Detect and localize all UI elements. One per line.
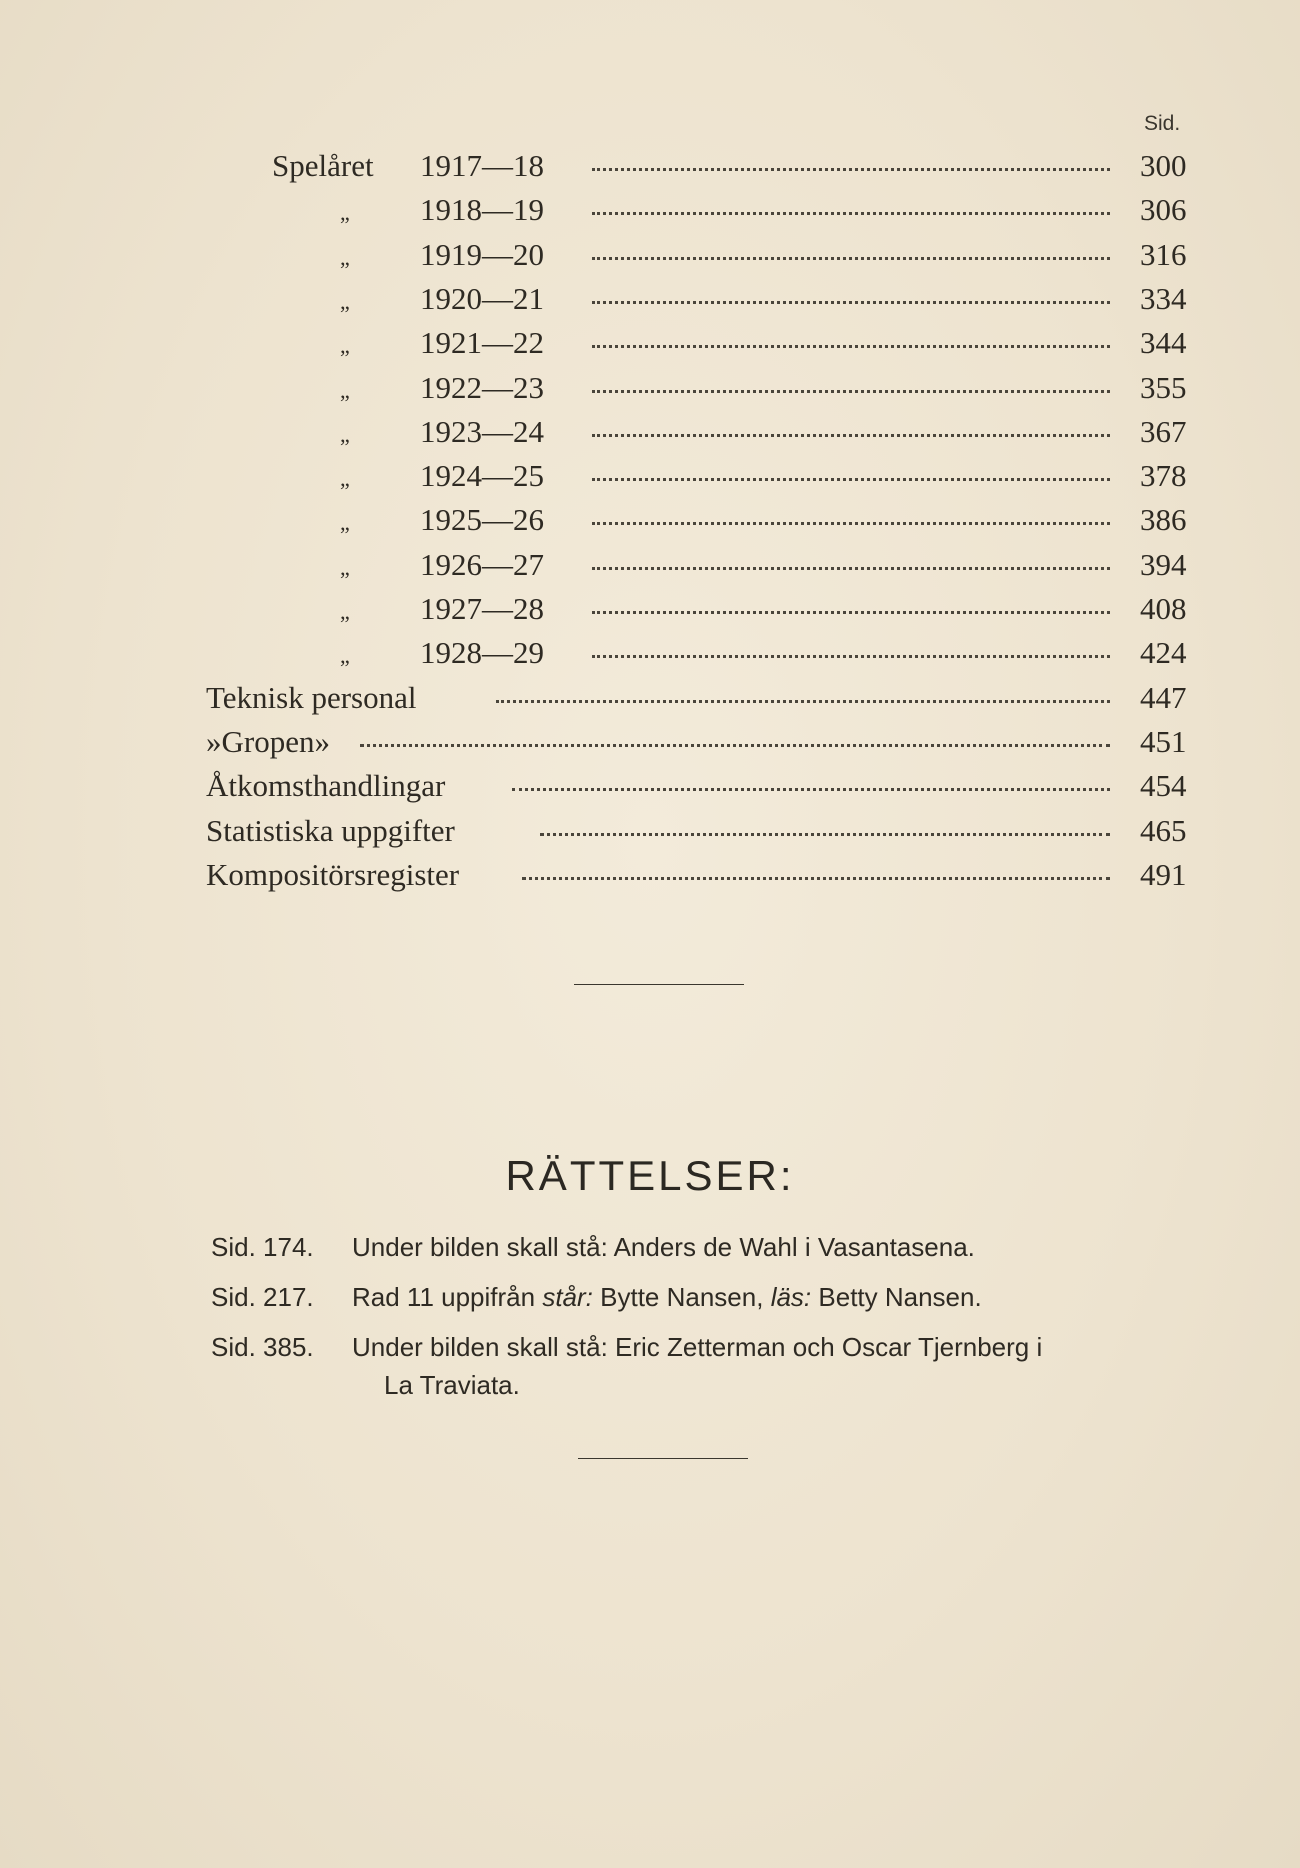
season-range: 1926—27 bbox=[420, 546, 544, 582]
season-range: 1921—22 bbox=[420, 325, 544, 361]
dot-leader bbox=[592, 295, 1110, 304]
dot-leader bbox=[592, 206, 1110, 215]
dot-leader bbox=[592, 516, 1110, 525]
dot-leader bbox=[592, 162, 1110, 171]
dot-leader bbox=[496, 694, 1110, 703]
errata-text: Under bilden skall stå: Anders de Wahl i Vasantasena. bbox=[352, 1232, 975, 1262]
ditto-mark: „ bbox=[340, 554, 350, 580]
toc-row bbox=[0, 768, 1300, 812]
page-number: 447 bbox=[1140, 679, 1187, 715]
toc-row bbox=[0, 857, 1300, 901]
page-number: 451 bbox=[1140, 723, 1187, 759]
dot-leader bbox=[540, 827, 1110, 836]
divider-bottom bbox=[578, 1458, 748, 1459]
season-range: 1919—20 bbox=[420, 236, 544, 272]
toc-row bbox=[0, 502, 1300, 546]
season-range: 1918—19 bbox=[420, 192, 544, 228]
toc-entry-title: Åtkomsthandlingar bbox=[206, 768, 446, 804]
page-number: 378 bbox=[1140, 458, 1187, 494]
toc-row bbox=[0, 458, 1300, 502]
page-number: 491 bbox=[1140, 856, 1187, 892]
ditto-mark: „ bbox=[340, 643, 350, 669]
toc-row bbox=[0, 724, 1300, 768]
errata-title: RÄTTELSER: bbox=[505, 1152, 795, 1199]
toc-entry-title: »Gropen» bbox=[206, 723, 330, 759]
page-number: 355 bbox=[1140, 369, 1187, 405]
ditto-mark: „ bbox=[340, 333, 350, 359]
toc-row bbox=[0, 813, 1300, 857]
ditto-mark: „ bbox=[340, 421, 350, 447]
ditto-mark: „ bbox=[340, 244, 350, 270]
page-number: 316 bbox=[1140, 236, 1187, 272]
errata-text-pre: Rad 11 uppifrån bbox=[352, 1282, 536, 1312]
season-range: 1925—26 bbox=[420, 502, 544, 538]
errata-text-mid: Bytte Nansen, bbox=[600, 1282, 764, 1312]
page-number: 424 bbox=[1140, 635, 1187, 671]
ditto-mark: „ bbox=[340, 288, 350, 314]
toc-row bbox=[0, 635, 1300, 679]
dot-leader bbox=[592, 339, 1110, 348]
page-number: 386 bbox=[1140, 502, 1187, 538]
ditto-mark: „ bbox=[340, 599, 350, 624]
dot-leader bbox=[592, 251, 1110, 260]
season-range: 1927—28 bbox=[420, 591, 544, 626]
toc-row bbox=[0, 591, 1300, 635]
errata-text-continuation: La Traviata. bbox=[384, 1370, 520, 1400]
dot-leader bbox=[360, 738, 1110, 747]
page-number: 465 bbox=[1140, 812, 1187, 848]
toc-row bbox=[0, 325, 1300, 369]
errata-mark-las: läs: bbox=[770, 1282, 812, 1312]
page-number: 408 bbox=[1140, 591, 1187, 626]
dot-leader bbox=[592, 428, 1110, 437]
errata-text bbox=[352, 1282, 982, 1313]
errata-ref: Sid. 217. bbox=[211, 1282, 314, 1312]
ditto-mark: „ bbox=[340, 377, 350, 403]
page-number: 394 bbox=[1140, 546, 1187, 582]
errata-ref: Sid. 385. bbox=[211, 1332, 314, 1362]
toc-row bbox=[0, 680, 1300, 724]
page-number: 454 bbox=[1140, 768, 1187, 804]
divider-top bbox=[574, 984, 744, 985]
toc-row bbox=[0, 281, 1300, 325]
ditto-mark: „ bbox=[340, 200, 350, 226]
dot-leader bbox=[512, 782, 1110, 791]
page-number: 367 bbox=[1140, 413, 1187, 449]
season-range: 1928—29 bbox=[420, 635, 544, 671]
season-range: 1923—24 bbox=[420, 413, 544, 449]
dot-leader bbox=[592, 384, 1110, 393]
errata-mark-star: står: bbox=[542, 1282, 593, 1312]
dot-leader bbox=[522, 871, 1110, 880]
toc-row bbox=[0, 237, 1300, 281]
dot-leader bbox=[592, 561, 1110, 570]
page-column-header: Sid. bbox=[1144, 112, 1181, 135]
page-number: 344 bbox=[1140, 325, 1187, 361]
toc-entry-title: Kompositörsregister bbox=[206, 856, 460, 892]
ditto-mark: „ bbox=[340, 466, 350, 492]
toc-entry-title: Teknisk personal bbox=[206, 679, 417, 715]
page-number: 306 bbox=[1140, 192, 1187, 228]
toc-row bbox=[0, 414, 1300, 458]
dot-leader bbox=[592, 605, 1110, 614]
season-range: 1920—21 bbox=[420, 280, 544, 316]
toc-entry-title: Statistiska uppgifter bbox=[206, 812, 455, 848]
season-range: 1922—23 bbox=[420, 369, 544, 405]
toc-row bbox=[0, 547, 1300, 591]
errata-text-post: Betty Nansen. bbox=[818, 1282, 982, 1312]
dot-leader bbox=[592, 649, 1110, 658]
errata-text: Under bilden skall stå: Eric Zetterman och Oscar Tjernberg i bbox=[352, 1332, 1043, 1362]
season-range: 1917—18 bbox=[420, 148, 544, 183]
page-number: 334 bbox=[1140, 280, 1187, 316]
toc-row bbox=[0, 192, 1300, 236]
ditto-mark: „ bbox=[340, 510, 350, 536]
season-range: 1924—25 bbox=[420, 458, 544, 494]
page-number: 300 bbox=[1140, 148, 1187, 183]
toc-row bbox=[0, 148, 1300, 192]
toc-row bbox=[0, 370, 1300, 414]
dot-leader bbox=[592, 472, 1110, 481]
toc-row-lead: Spelåret bbox=[272, 148, 374, 183]
errata-ref: Sid. 174. bbox=[211, 1232, 314, 1262]
